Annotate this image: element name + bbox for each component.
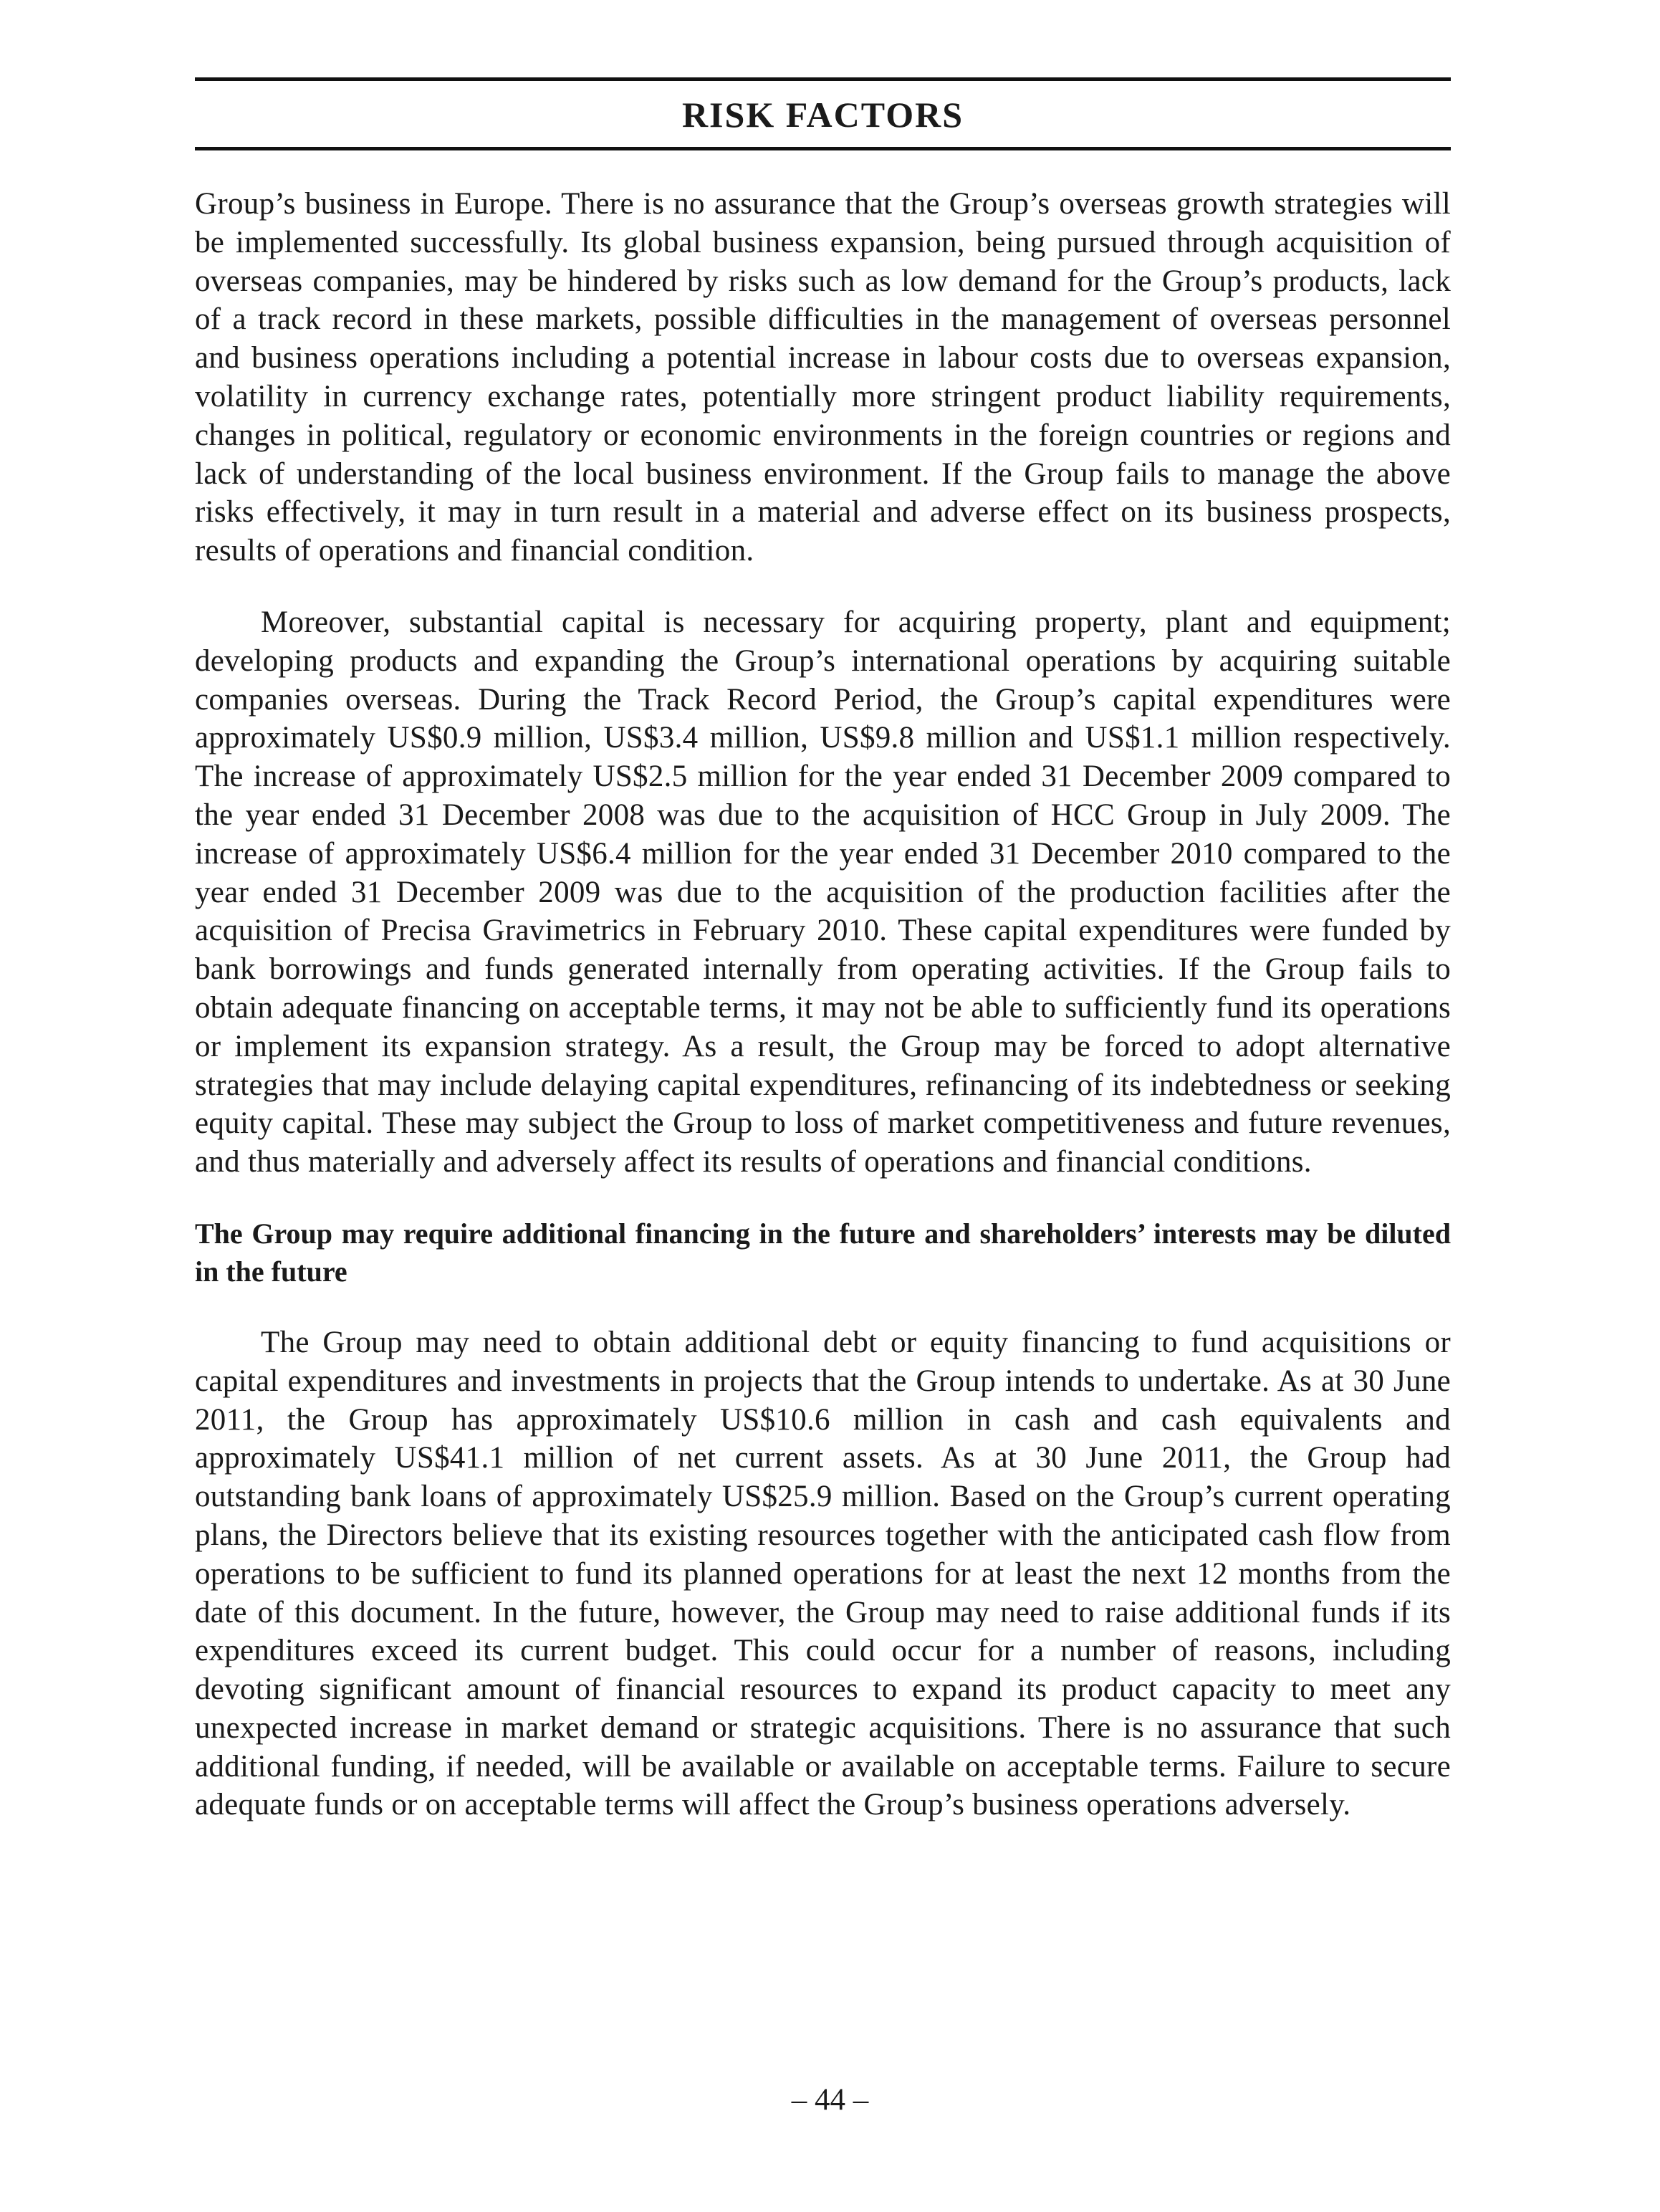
header-bottom-rule bbox=[195, 147, 1451, 150]
section-heading: The Group may require additional financing in the future and shareholders’ interests may be diluted in the future bbox=[195, 1217, 1451, 1288]
page-number: – 44 – bbox=[791, 2083, 869, 2117]
document-page bbox=[195, 77, 1451, 1824]
paragraph-capital-expenditure: Moreover, substantial capital is necessary for acquiring property, plant and equipment; developing products and expanding the Group’s international operations by acquiring suitable companies overseas. During the Track Record Period, the Group’s capital expenditures were approximately US$0.9 million, US$3.4 million, US$9.8 million and US$1.1 million respectively. The increase of approximately US$2.5 million for the year ended 31 December 2009 compared to the year ended 31 December 2008 was due to the acquisition of HCC Group in July 2009. The increase of approximately US$6.4 million for the year ended 31 December 2010 compared to the year ended 31 December 2009 was due to the acquisition of the production facilities after the acquisition of Precisa Gravimetrics in February 2010. These capital expenditures were funded by bank borrowings and funds generated internally from operating activities. If the Group fails to obtain adequate financing on acceptable terms, it may not be able to sufficiently fund its operations or implement its expansion strategy. As a result, the Group may be forced to adopt alternative strategies that may include delaying capital expenditures, refinancing of its indebtedness or seeking equity capital. These may subject the Group to loss of market competitiveness and future revenues, and thus materially and adversely affect its results of operations and financial conditions. bbox=[195, 605, 1451, 1179]
paragraph-continuation: Group’s business in Europe. There is no assurance that the Group’s overseas growth strategies will be implemented successfully. Its global business expansion, being pursued through acquisition of overseas companies, may be hindered by risks such as low demand for the Group’s products, lack of a track record in these markets, possible difficulties in the management of overseas personnel and business operations including a potential increase in labour costs due to overseas expansion, volatility in currency exchange rates, potentially more stringent product liability requirements, changes in political, regulatory or economic environments in the foreign countries or regions and lack of understanding of the local business environment. If the Group fails to manage the above risks effectively, it may in turn result in a material and adverse effect on its business prospects, results of operations and financial condition. bbox=[195, 187, 1451, 568]
document-body bbox=[195, 185, 1451, 1824]
paragraph-additional-financing: The Group may need to obtain additional debt or equity financing to fund acquisitions or capital expenditures and investments in projects that the Group intends to undertake. As at 30 June 2011, the Group has approximately US$10.6 million in cash and cash equivalents and approximately US$41.1 million of net current assets. As at 30 June 2011, the Group had outstanding bank loans of approximately US$25.9 million. Based on the Group’s current operating plans, the Directors believe that its existing resources together with the anticipated cash flow from operations to be sufficient to fund its planned operations for at least the next 12 months from the date of this document. In the future, however, the Group may need to raise additional funds if its expenditures exceed its current budget. This could occur for a number of reasons, including devoting significant amount of financial resources to expand its product capacity to meet any unexpected increase in market demand or strategic acquisitions. There is no assurance that such additional funding, if needed, will be available or available on acceptable terms. Failure to secure adequate funds or on acceptable terms will affect the Group’s business operations adversely. bbox=[195, 1325, 1451, 1822]
page-title: RISK FACTORS bbox=[681, 95, 964, 135]
header-top-rule bbox=[195, 77, 1451, 81]
